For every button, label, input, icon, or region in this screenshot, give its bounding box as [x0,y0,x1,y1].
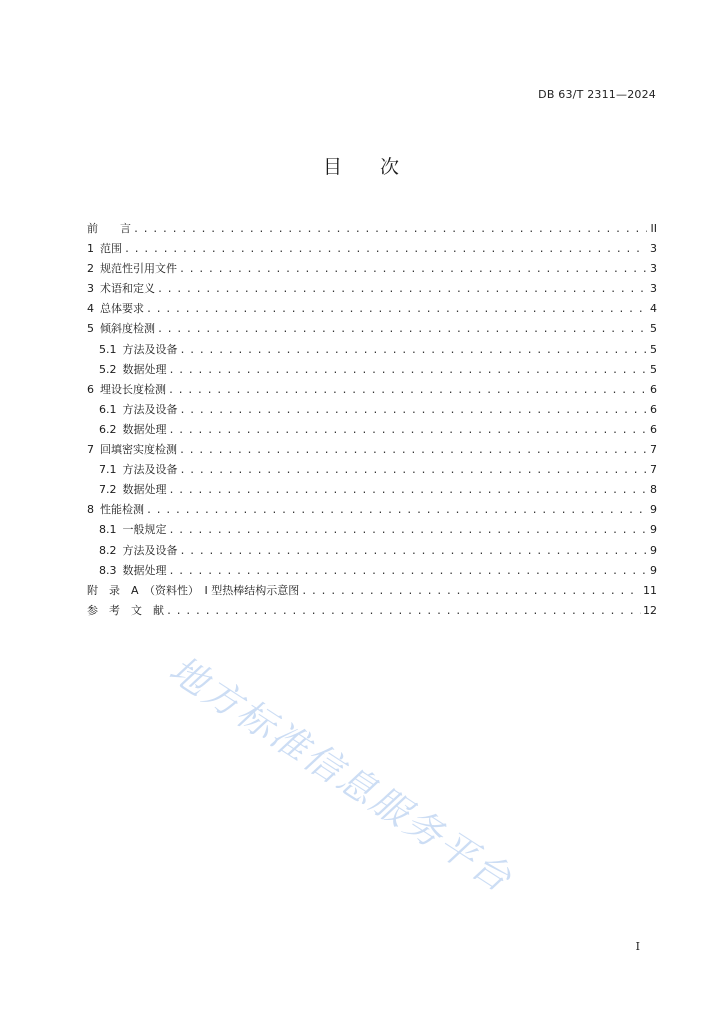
toc-entry-label: 方法及设备 [122,463,178,477]
toc-leader-dots [180,401,648,421]
toc-leader-dots [180,542,648,562]
toc-leader-dots [169,421,648,441]
toc-entry-page: 3 [650,282,657,296]
toc-entry[interactable] [87,340,657,360]
toc-leader-dots [166,602,641,622]
toc-leader-dots [146,300,647,320]
toc-leader-dots [157,320,647,340]
toc-leader-dots [169,562,648,582]
toc-entry[interactable] [87,440,657,460]
toc-entry-page: 5 [650,362,657,376]
toc-entry[interactable] [87,279,657,299]
toc-entry-page: 7 [650,443,657,457]
toc-entry-page: 5 [650,342,657,356]
toc-entry[interactable] [87,480,657,500]
toc-entry-label: 数据处理 [122,563,167,577]
toc-entry-page: 5 [650,322,657,336]
toc-entry-number: 3 [87,282,94,296]
toc-entry[interactable] [87,299,657,319]
toc-leader-dots [124,240,647,260]
toc-entry[interactable] [87,520,657,540]
toc-leader-dots [180,341,648,361]
toc-entry-number: 7 [87,443,94,457]
toc-entry-label: 方法及设备 [122,543,178,557]
toc-entry-number: 6.1 [99,402,117,416]
toc-entry[interactable] [87,400,657,420]
toc-entry-label: 附 录 A （资料性） I 型热棒结构示意图 [87,583,300,597]
toc-heading [0,152,724,179]
toc-entry-label: 前 言 [87,222,131,235]
toc-entry-label: 术语和定义 [100,282,155,296]
toc-entry-label: 方法及设备 [122,402,178,416]
toc-entry-page: 9 [650,543,657,557]
toc-leader-dots [180,461,648,481]
toc-entry-page: 9 [650,503,657,517]
toc-entry-number: 8.1 [99,523,117,537]
toc-entry-number: 8 [87,503,94,517]
toc-entry-label: 倾斜度检测 [100,322,155,336]
watermark: 地方标准信息服务平台 [161,647,521,902]
toc-leader-dots [169,521,648,541]
toc-entry[interactable] [87,239,657,259]
toc-entry-number: 1 [87,242,94,256]
toc-entry-label: 数据处理 [122,422,167,436]
toc-entry-number: 6.2 [99,422,117,436]
toc-entry-page: 9 [650,523,657,537]
toc-entry[interactable] [87,541,657,561]
toc-entry-page: 6 [650,382,657,396]
toc-heading-right: 次 [380,156,402,178]
toc-entry-number: 6 [87,382,94,396]
toc-heading-left: 目 [322,156,344,178]
toc-entry-page: 3 [650,262,657,276]
toc-entry-label: 参 考 文 献 [87,603,164,617]
toc-entry-label: 方法及设备 [122,342,178,356]
toc-entry-page: 3 [650,242,657,256]
toc-leader-dots [133,220,647,240]
toc-entry[interactable] [87,360,657,380]
toc-entry[interactable] [87,319,657,339]
toc-entry-number: 8.3 [99,563,117,577]
toc-entry-page: 6 [650,402,657,416]
toc-entry-label: 性能检测 [100,503,144,517]
toc-entry-label: 总体要求 [100,302,144,316]
toc-entry-page: II [650,222,657,235]
toc-entry-label: 范围 [100,242,122,256]
toc-entry[interactable] [87,561,657,581]
toc-entry-page: 6 [650,422,657,436]
toc-leader-dots [146,501,647,521]
page-number: I [635,940,640,953]
toc-entry[interactable] [87,219,657,239]
toc-entry-number: 5 [87,322,94,336]
toc-entry[interactable] [87,460,657,480]
toc-entry[interactable] [87,259,657,279]
toc-entry-label: 数据处理 [122,362,167,376]
toc-entry-number: 7.1 [99,463,117,477]
toc-leader-dots [169,481,648,501]
toc-entry[interactable] [87,380,657,400]
toc-entry-number: 2 [87,262,94,276]
toc-leader-dots [179,441,647,461]
toc-entry-number: 7.2 [99,483,117,497]
toc-entry-page: 7 [650,463,657,477]
toc-entry-page: 11 [643,583,657,597]
toc-entry-label: 埋设长度检测 [100,382,166,396]
toc-entry-page: 12 [643,603,657,617]
toc-entry-number: 5.2 [99,362,117,376]
toc-entry[interactable] [87,601,657,621]
toc-entry-number: 4 [87,302,94,316]
toc-entry-page: 9 [650,563,657,577]
toc-entry[interactable] [87,500,657,520]
toc-entry-label: 回填密实度检测 [100,443,177,457]
toc-entry-number: 8.2 [99,543,117,557]
toc-entry[interactable] [87,581,657,601]
document-number: DB 63/T 2311—2024 [538,88,656,101]
toc-entry-label: 数据处理 [122,483,167,497]
toc-leader-dots [168,381,647,401]
toc-leader-dots [301,582,641,602]
table-of-contents [87,219,657,621]
toc-entry-label: 规范性引用文件 [100,262,177,276]
toc-entry-label: 一般规定 [122,523,167,537]
toc-entry-number: 5.1 [99,342,117,356]
toc-entry-page: 4 [650,302,657,316]
toc-entry-page: 8 [650,483,657,497]
toc-leader-dots [157,280,647,300]
toc-entry[interactable] [87,420,657,440]
toc-leader-dots [179,260,647,280]
toc-leader-dots [169,361,648,381]
